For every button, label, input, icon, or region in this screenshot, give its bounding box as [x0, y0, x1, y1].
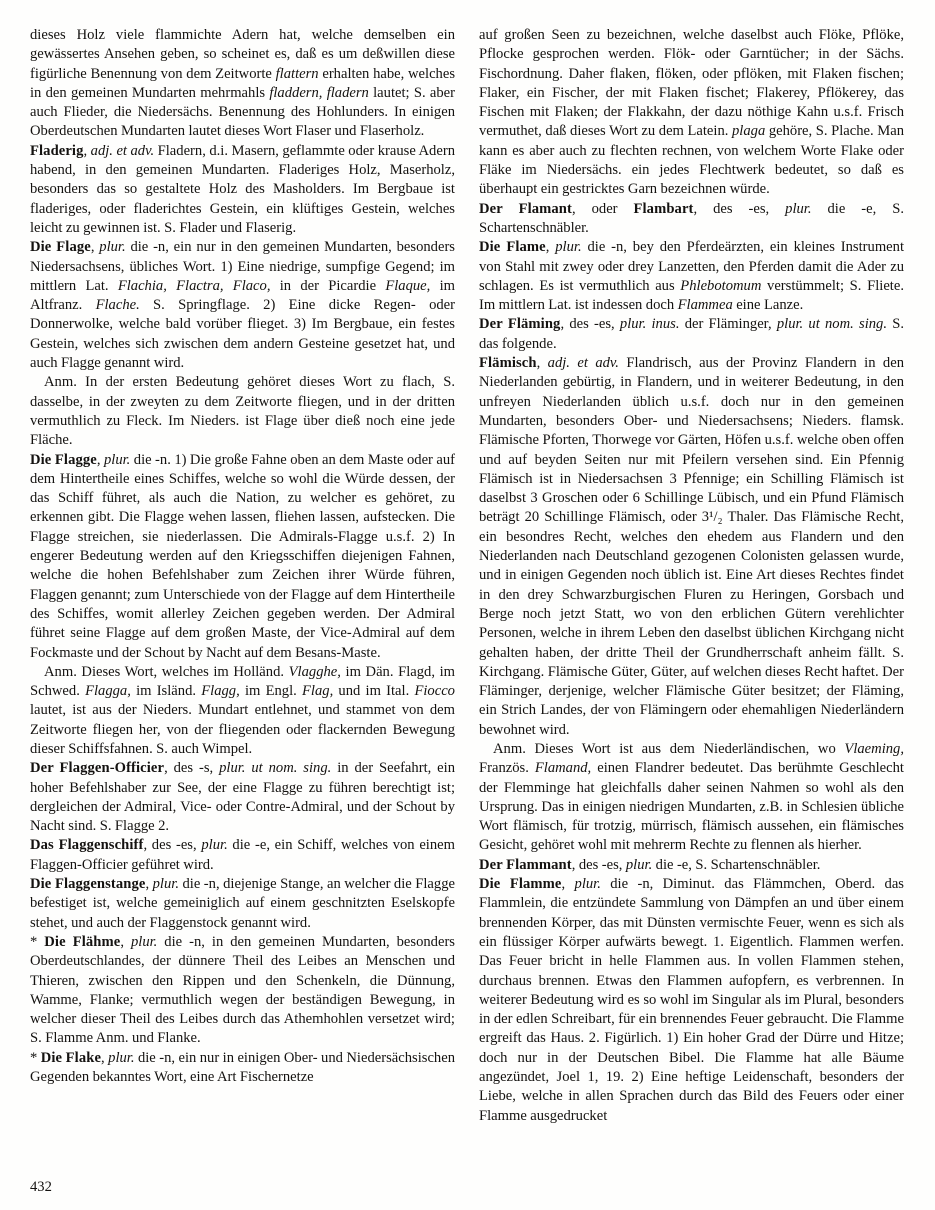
dictionary-paragraph: Die Flame, plur. die -n, bey den Pferdeärzten, ein kleines Instrument von Stahl mit zwey oder drey Lanzetten, den Pferden damit die Ader zu schlagen. Es ist vermuthlich aus Phlebotomum verstümmelt; S. Fliete. Im mittlern Lat. ist indessen doch Flammea eine Lanze. [479, 239, 904, 314]
dictionary-paragraph: Der Flamant, oder Flambart, des -es, plur. die -e, S. Schartenschnäbler. [479, 200, 904, 236]
dictionary-paragraph: * Die Flake, plur. die -n, ein nur in einigen Ober- und Niedersächsischen Gegenden bekanntes Wort, eine Art Fischernetze [30, 1049, 455, 1086]
dictionary-paragraph: Das Flaggenschiff, des -es, plur. die -e, ein Schiff, welches von einem Flaggen-Officier geführet wird. [30, 837, 455, 873]
dictionary-paragraph: Anm. In der ersten Bedeutung gehöret dieses Wort zu flach, S. dasselbe, in der zweyten zu dem Zeitworte fliegen, und in der dritten vermuthlich zu Fleck. Im Nieders. ist Flage über dieß noch eine jede Fläche. [30, 374, 455, 449]
dictionary-paragraph: Der Flammant, des -es, plur. die -e, S. Schartenschnäbler. [479, 856, 821, 873]
dictionary-paragraph: Anm. Dieses Wort, welches im Holländ. Vlagghe, im Dän. Flagd, im Schwed. Flagga, im Isländ. Flagg, im Engl. Flag, und im Ital. Fiocco lautet, ist aus der Nieders. Mundart entlehnet, und stammet von dem Zeitworte fliegen her, von der fliegenden oder flackernden Bewegung dieser Schiffsfahnen. S. auch Wimpel. [30, 663, 455, 757]
dictionary-paragraph: Der Flaggen-Officier, des -s, plur. ut nom. sing. in der Seefahrt, ein hoher Befehlshaber zur See, der eine Flagge zu führen berechtigt ist; dergleichen der Admiral, Vice- oder Contre-Admiral, und der Schout by Nacht sind. S. Flagge 2. [30, 760, 456, 835]
dictionary-paragraph: Der Fläming, des -es, plur. inus. der Fläminger, plur. ut nom. sing. S. das folgende. [479, 316, 904, 352]
dictionary-paragraph: Die Flamme, plur. die -n, Diminut. das Flämmchen, Oberd. das Flammlein, die entzündete Sammlung von Dämpfen an und über einem brennenden Körper, das mit Dünsten vermischte Feuer, wenn es sich als ein flüssiger Körper aufwärts bewegt. 1. Eigentlich. Flammen werfen. Das Feuer bricht in helle Flammen aus. In vollen Flammen stehen, durchaus brennen. Etwas den Flammen aufopfern, es verbrennen. In weiterer Bedeutung wird es so wohl im Singular als im Plural, besonders in der edlen Schreibart, für ein brennendes Feuer gebraucht. Die Flamme ergreift das Haus. 2. Figürlich. 1) Ein hoher Grad der Dürre und Hitze; doch nur in der Deutschen Bibel. Die Flamme hat alle Bäume angezündet, Joel 1, 19. 2) Eine heftige Leidenschaft, besonders der Liebe, welche in allen Sprachen durch das Bild des Feuers oder einer Flamme ausgedrucket [479, 876, 904, 1124]
left-column [30, 26, 455, 1126]
dictionary-paragraph: Fladerig, adj. et adv. Fladern, d.i. Masern, geflammte oder krause Adern habend, in den gemeinen Mundarten. Fladeriges Holz, Maserholz, besonders das so gestaltete Holz des Masholders. Im Bergbaue ist fladeriges, oder fladerichtes Gestein, ein klüftiges Gestein, welches leicht zu gewinnen ist. S. Flader und Flaserig. [30, 142, 455, 236]
dictionary-paragraph: Flämisch, adj. et adv. Flandrisch, aus der Provinz Flandern in den Niederlanden gebürtig, in Flandern, und in weiterer Bedeutung, in den unfreyen Niederlanden üblich u.s.f. doch nur in den gemeinen Mundarten, besonders Ober- und Niedersachsens; Nieders. flamsk. Flämische Pforten, Thorwege vor Gärten, Höfen u.s.f. welche oben offen und auf beyden Seiten nur mit Pfeilern versehen sind. Ein Pfennig Flämisch ist in Niedersachsen 3 Pfennige; ein Schilling Flämisch ist daselbst 3 Groschen oder 6 Schillinge Lübisch, und ein Pfund Flämisch beträgt 20 Schillinge Flämisch, oder 3¹/₂ Thaler. Das Flämische Recht, ein besondres Recht, welches den ehedem aus Flandern und den Niederlanden nach Deutschland gezogenen Colonisten gelassen wurde, und in einigen Gegenden noch üblich ist. Eine Art dieses Rechtes findet in den drey Schwarzburgischen Fluren zu Heringen, Gorsbach und Berge noch jetzt Statt, wo von den erblichen Gütern verehlichter Personen, welche in ihrem Leben den daselbst üblichen Kirchgang nicht gehalten haben, der dritte Theil der Grundherrschaft anheim fällt. S. Kirchgang. Flämische Güter, Güter, auf welchen dieses Recht haftet. Der Fläminger, derjenige, welcher Flämische Güter besitzet; der Fläming, ein Strich Landes, der von Flämingern oder ehemahligen Niederländern bewohnet wird. [479, 355, 904, 738]
text-columns [30, 26, 905, 1126]
dictionary-paragraph: Anm. Dieses Wort ist aus dem Niederländischen, wo Vlaeming, Französ. Flamand, einen Flandrer bedeutet. Das berühmte Geschlecht der Flemminge hat gleichfalls daher seinen Nahmen so wohl als den Ursprung. Das in einigen niedrigen Mundarten, z.B. in Schlesien übliche Wort flämisch, für trotzig, mürrisch, flämisch aussehen, ein flämisches Gesicht, gehöret wohl mit mehrerm Rechte zu flennen als hierher. [479, 740, 904, 854]
dictionary-paragraph: Die Flaggenstange, plur. die -n, diejenige Stange, an welcher die Flagge befestiget ist, welche gemeiniglich auf einem geschnitzten Eselskopfe stehet, und auch der Flaggenstock genannt wird. [30, 876, 455, 931]
dictionary-paragraph: auf großen Seen zu bezeichnen, welche daselbst auch Flöke, Pflöke, Pflocke gesprochen werden. Flök- oder Garntücher; in der Sächs. Fischordnung. Daher flaken, flöken, oder pflöken, mit Flaken fischen; Flaker, ein Fischer, der mit Flaken fischet; Flakerey, Pflökerey, das Fischen mit Flaken; der Flakkahn, der dazu nöthige Kahn u.s.f. Frisch vermuthet, daß dieses Wort zu dem Latein. plaga gehöre, S. Plache. Man kann es aber auch zu flechten rechnen, von welchem Worte Flake oder Fläke im Niedersächs. ein jedes Flechtwerk bedeutet, so daß es überhaupt ein gestricktes Garn bezeichnen würde. [479, 27, 904, 198]
dictionary-paragraph: * Die Flähme, plur. die -n, in den gemeinen Mundarten, besonders Oberdeutschlandes, der dünnere Theil des Leibes an Menschen und Thieren, zwischen den Rippen und den Schenkeln, die Dünnung, Wamme, Flanke; vermuthlich wegen der beständigen Bewegung, in welcher dieser Theil des Leibes durch das Athemhohlen versetzet wird; S. Flamme Anm. und Flanke. [30, 933, 455, 1047]
dictionary-paragraph: Die Flage, plur. die -n, ein nur in den gemeinen Mundarten, besonders Niedersachsens, übliches Wort. 1) Eine niedrige, sumpfige Gegend; im mittlern Lat. Flachia, Flactra, Flaco, in der Picardie Flaque, im Altfranz. Flache. S. Springflage. 2) Eine dicke Regen- oder Donnerwolke, welche bald vorüber flieget. 3) Im Bergbaue, ein festes Gestein, welches sich zwischen dem andern Gesteine gesetzet hat, und auch Flagge genannt wird. [30, 239, 455, 372]
dictionary-paragraph: Die Flagge, plur. die -n. 1) Die große Fahne oben an dem Maste oder auf dem Hintertheile eines Schiffes, welche so wohl die Würde dessen, der das Schiff führet, als auch die Nation, zu welcher es gehöret, zu erkennen gibt. Die Flagge wehen lassen, fliehen lassen, aufstecken. Die Flagge streichen, sie niederlassen. Die Admirals-Flagge u.s.f. 2) In engerer Bedeutung werden auf den Kriegsschiffen diejenigen Fahnen, welche die hohen Befehlshaber zum Zeichen ihrer Würde führen, Flaggen genannt; zum Unterschiede von der Flagge auf dem Hintertheile des Schiffes, womit allerley Zeichen gegeben werden. Der Admiral führet seine Flagge auf dem großen Maste, der Vice-Admiral auf dem Fockmaste und der Schout by Nacht auf dem Besans-Maste. [30, 451, 455, 661]
right-column [479, 26, 904, 1126]
page-number: 432 [30, 1179, 52, 1195]
dictionary-paragraph: dieses Holz viele flammichte Adern hat, welche demselben ein gewässertes Ansehen geben, so scheinet es, daß es um deßwillen diese figürliche Benennung von dem Zeitworte flattern erhalten habe, welches in den gemeinen Mundarten mehrmahls fladdern, fladern lautet; S. aber auch Flieder, die Niedersächs. Benennung des Hohlunders. In einigen Oberdeutschen Mundarten lautet dieses Wort Flaser und Flaserholz. [30, 27, 456, 140]
